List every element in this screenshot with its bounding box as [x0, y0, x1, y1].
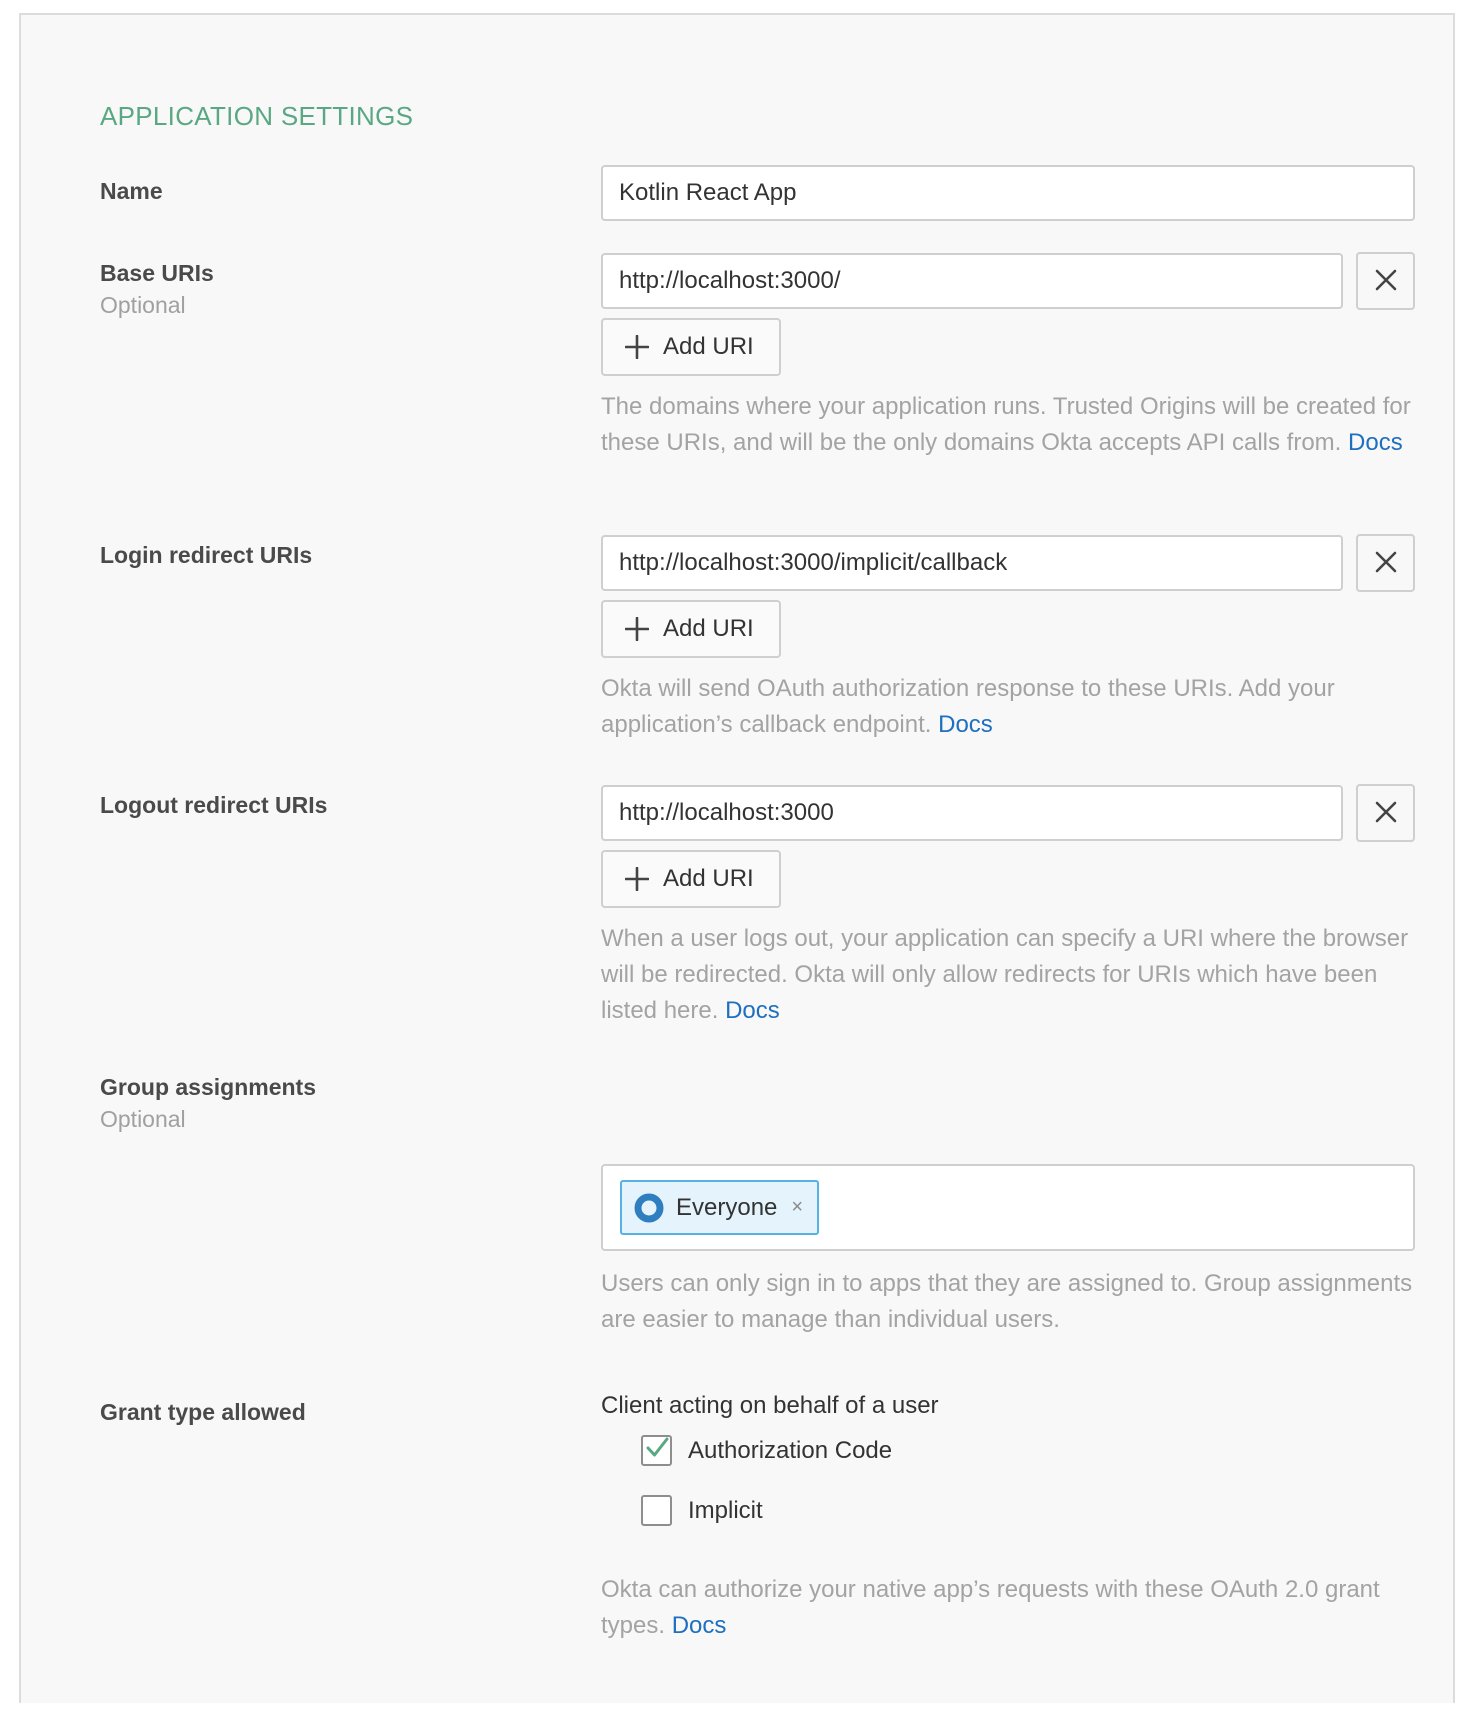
- grant-implicit-option[interactable]: [641, 1495, 763, 1526]
- base-uri-remove-button[interactable]: [1356, 252, 1415, 310]
- grant-authorization-code-option[interactable]: [641, 1435, 892, 1466]
- checkmark-icon: [645, 1436, 669, 1465]
- name-label: Name: [100, 178, 163, 204]
- application-settings-panel: [19, 13, 1455, 1703]
- group-assignments-input[interactable]: [601, 1164, 1415, 1251]
- grant-type-heading: Client acting on behalf of a user: [601, 1392, 939, 1419]
- group-assignments-optional-label: Optional: [100, 1106, 186, 1132]
- add-uri-label: Add URI: [663, 333, 754, 360]
- logout-redirect-docs-link[interactable]: Docs: [725, 997, 780, 1024]
- logout-redirect-input[interactable]: [601, 785, 1343, 841]
- add-uri-label: Add URI: [663, 865, 754, 892]
- close-icon: [1375, 551, 1397, 576]
- section-title: APPLICATION SETTINGS: [100, 101, 414, 131]
- group-chip-everyone[interactable]: [620, 1180, 819, 1235]
- plus-icon: [625, 617, 649, 641]
- login-redirect-docs-link[interactable]: Docs: [938, 711, 993, 738]
- add-uri-label: Add URI: [663, 615, 754, 642]
- base-uris-optional-label: Optional: [100, 292, 186, 318]
- base-uri-add-button[interactable]: [601, 318, 781, 376]
- login-redirect-label: Login redirect URIs: [100, 542, 313, 568]
- logout-redirect-help: [601, 921, 1421, 1029]
- grant-type-help-text: Okta can authorize your native app’s requests with these OAuth 2.0 grant types.: [601, 1576, 1380, 1639]
- authorization-code-label: Authorization Code: [688, 1436, 893, 1464]
- grant-type-docs-link[interactable]: Docs: [671, 1612, 727, 1639]
- group-assignments-help: Users can only sign in to apps that they are assigned to. Group assignments are easier to manage than individual users.: [601, 1270, 1413, 1333]
- implicit-checkbox[interactable]: [641, 1495, 672, 1526]
- login-redirect-add-button[interactable]: [601, 600, 781, 658]
- group-chip-label: Everyone: [676, 1193, 778, 1221]
- close-icon: [1375, 801, 1397, 826]
- login-redirect-input[interactable]: [601, 535, 1343, 591]
- logout-redirect-add-button[interactable]: [601, 850, 781, 908]
- plus-icon: [625, 335, 649, 359]
- base-uris-label: Base URIs: [100, 260, 214, 286]
- login-redirect-help-text: Okta will send OAuth authorization response to these URIs. Add your application’s callback endpoint.: [601, 675, 1335, 738]
- group-assignments-label: Group assignments: [100, 1074, 316, 1100]
- name-input[interactable]: [601, 165, 1415, 221]
- logout-redirect-remove-button[interactable]: [1356, 784, 1415, 842]
- group-chip-remove-icon[interactable]: ×: [791, 1196, 804, 1218]
- logout-redirect-help-text: When a user logs out, your application can specify a URI where the browser will be redirected. Okta will only allow redirects for URIs which have been listed here.: [601, 925, 1409, 1024]
- base-uris-help-text: The domains where your application runs. Trusted Origins will be created for these URIs, and will be the only domains Okta accepts API calls from.: [601, 393, 1411, 456]
- logout-redirect-label: Logout redirect URIs: [100, 792, 328, 818]
- plus-icon: [625, 867, 649, 891]
- login-redirect-help: [601, 671, 1421, 743]
- login-redirect-remove-button[interactable]: [1356, 534, 1415, 592]
- group-circle-icon: [634, 1193, 664, 1223]
- grant-type-help: [601, 1572, 1421, 1644]
- base-uri-input[interactable]: [601, 253, 1343, 309]
- implicit-label: Implicit: [688, 1496, 763, 1524]
- base-uris-help: [601, 389, 1421, 461]
- close-icon: [1375, 269, 1397, 294]
- authorization-code-checkbox[interactable]: [641, 1435, 672, 1466]
- grant-type-label: Grant type allowed: [100, 1399, 306, 1425]
- base-uris-docs-link[interactable]: Docs: [1348, 429, 1403, 456]
